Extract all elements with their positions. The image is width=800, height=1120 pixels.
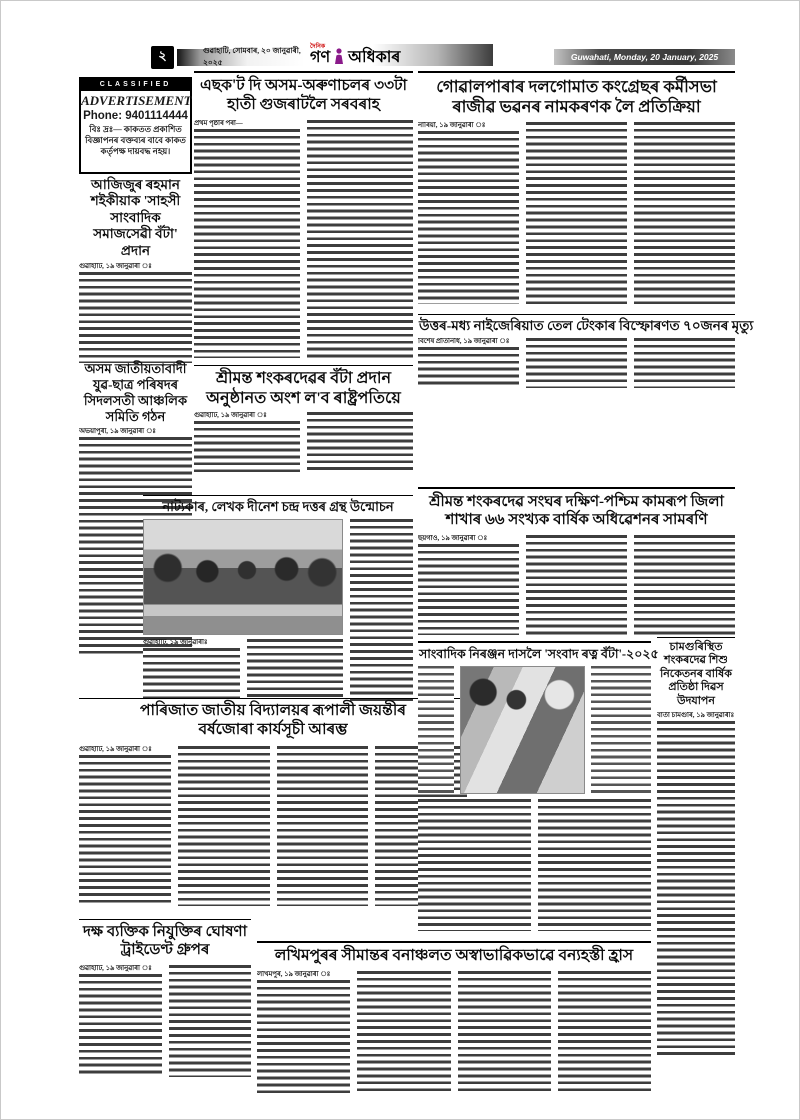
article-booklaunch-bodytext (247, 639, 344, 701)
article-president-dateline: গুৱাহাটি, ১৯ জানুৱাৰী ঃ (194, 412, 267, 420)
article-award-bodytext (79, 272, 192, 363)
article-elephants-dateline: প্ৰথম পৃষ্ঠাৰ পৰা— (194, 119, 243, 127)
article-elephants (194, 71, 413, 363)
classified-ad-box (79, 77, 192, 174)
article-booklaunch-bodytext (143, 648, 240, 701)
article-lakhimpur-headline: লখিমপুৰৰ সীমান্তৰ বনাঞ্চলত অস্বাভাৱিকভাৱে বন্যহস্তী হ্ৰাস (274, 947, 634, 964)
article-president-bodytext (307, 412, 413, 474)
article-nigeria-dateline: বিশেষ প্ৰতিনিধি, ১৯ জানুৱাৰী ঃ (418, 338, 510, 346)
article-session-headline: শ্ৰীমন্ত শংকৰদেৱ সংঘৰ দক্ষিণ-পশ্চিম কামৰূপ জিলা শাখাৰ ৬৬ সংখ্যক বাৰ্ষিক অধিৱেশনৰ সামৰণি (429, 494, 724, 529)
article-congress-dateline: নাৰিয়া, ১৯ জানুৱাৰী ঃ (418, 122, 486, 130)
article-samaguri (657, 637, 735, 1103)
article-congress-bodytext (634, 122, 735, 304)
article-trident-headline: দক্ষ ব্যক্তিক নিযুক্তিৰ ঘোষণা ট্ৰাইডেণ্ট গ্ৰুপৰ (83, 924, 247, 959)
article-nigeria-bodytext (418, 347, 519, 388)
article-niranjan-bodytext (591, 666, 651, 794)
article-niranjan (418, 641, 659, 941)
article-parijat-bodytext (277, 746, 369, 906)
article-booklaunch-dateline: গুৱাহাটি, ১৯ জানুৱাৰীঃ (143, 638, 208, 646)
article-booklaunch-headline: নাট্যকাৰ, লেখক দীনেশ চন্দ্ৰ দত্তৰ গ্ৰন্থ উন্মোচন (162, 499, 394, 514)
article-niranjan-bodytext (418, 799, 531, 931)
article-parijat-dateline: গুৱাহাটি, ১৯ জানুৱাৰী ঃ (79, 745, 152, 753)
person-icon (333, 48, 345, 65)
article-elephants-bodytext (194, 129, 300, 358)
article-session-bodytext (634, 535, 735, 635)
article-lakhimpur (257, 941, 651, 1103)
article-award (79, 177, 192, 359)
masthead-word1: গণ (310, 49, 331, 66)
page-number: ২ (151, 46, 174, 69)
article-niranjan-bodytext (538, 799, 651, 931)
classified-title: CLASSIFIED (81, 79, 190, 91)
article-booklaunch (143, 495, 413, 707)
article-parijat (79, 698, 467, 918)
article-elephants-bodytext (307, 120, 413, 358)
article-lakhimpur-dateline: লখিমপুৰ, ১৯ জানুৱাৰী ঃ (257, 970, 331, 978)
masthead (308, 44, 493, 66)
article-lakhimpur-bodytext (257, 980, 350, 1093)
article-trident (79, 919, 251, 1103)
article-session-bodytext (526, 535, 627, 635)
article-congress-headline: গোৱালপাৰাৰ দলগোমাত কংগ্ৰেছৰ কৰ্মীসভা ৰাজীৱ ভৱনৰ নামকৰণক লৈ প্ৰতিক্ৰিয়া (436, 77, 717, 117)
article-ajyp-dateline: অভয়াপুৰী, ১৯ জানুৱাৰী ঃ (79, 428, 156, 436)
article-ajyp-headline: অসম জাতীয়তাবাদী যুৱ-ছাত্ৰ পৰিষদৰ সিদলসতী আঞ্চলিক সমিতি গঠন (83, 361, 188, 424)
date-bar-left: গুৱাহাটি, সোমবাৰ, ২০ জানুৱাৰী, ২০২৫ (177, 49, 305, 66)
article-president (194, 365, 413, 493)
article-session-dateline: ছয়গাঁও, ১৯ জানুৱাৰী ঃ (418, 534, 488, 542)
date-bar-right: Guwahati, Monday, 20 January, 2025 (554, 49, 735, 65)
article-trident-dateline: গুৱাহাটি, ১৯ জানুৱাৰী ঃ (79, 964, 152, 972)
article-president-bodytext (194, 421, 300, 474)
article-nigeria (418, 314, 754, 396)
photo-book-launch (143, 519, 343, 635)
masthead-prefix: দৈনিক (310, 44, 326, 50)
article-nigeria-headline: উত্তৰ-মধ্য নাইজেৰিয়াত তেল টেংকাৰ বিস্ফোৰণত ৭০জনৰ মৃত্যু (419, 318, 754, 333)
article-trident-bodytext (79, 974, 162, 1077)
article-samaguri-dateline: বাৰ্তা চামগুৰি, ১৯ জানুৱাৰীঃ (657, 712, 735, 720)
article-lakhimpur-bodytext (357, 971, 450, 1093)
masthead-left (310, 44, 330, 65)
article-congress (418, 71, 735, 311)
classified-note: বিঃ দ্ৰঃ— কাকতত প্ৰকাশিত বিজ্ঞাপনৰ বক্তব্যৰ বাবে কাকত কৰ্তৃপক্ষ দায়বদ্ধ নহয়। (85, 124, 186, 156)
article-session (418, 487, 735, 645)
article-award-headline: আজিজুৰ ৰহমান শইকীয়াক 'সাহসী সাংবাদিক সমাজসেৱী বঁটা' প্ৰদান (90, 177, 181, 258)
article-booklaunch-bodytext (350, 519, 413, 701)
classified-subtitle: ADVERTISEMENT (81, 93, 192, 108)
masthead-word2: অধিকাৰ (348, 49, 401, 66)
article-award-dateline: গুৱাহাটি, ১৯ জানুৱাৰী ঃ (79, 263, 152, 271)
article-niranjan-bodytext (418, 666, 454, 794)
article-parijat-bodytext (79, 755, 171, 906)
article-niranjan-headline: সাংবাদিক নিৰঞ্জন দাসলৈ 'সংবাদ ৰত্ন বঁটা'-২০২৫ (419, 647, 659, 661)
article-samaguri-headline: চামগুৰিস্থিত শংকৰদেৱ শিশু নিকেতনৰ বাৰ্ষিক প্ৰতিষ্ঠা দিৱস উদযাপন (660, 641, 732, 707)
article-congress-bodytext (418, 131, 519, 304)
article-lakhimpur-bodytext (458, 971, 551, 1093)
article-trident-bodytext (169, 965, 252, 1077)
article-parijat-bodytext (178, 746, 270, 906)
classified-phone: Phone: 9401114444 (83, 110, 188, 122)
article-elephants-headline: এছক'ট দি অসম-অৰুণাচলৰ ৩৩টা হাতী গুজৰাটলৈ সৰবৰাহ (199, 77, 408, 113)
article-parijat-headline: পাৰিজাত জাতীয় বিদ্যালয়ৰ ৰূপালী জয়ন্তীৰ বৰ্ষজোৰা কাৰ্যসূচী আৰম্ভ (139, 702, 407, 738)
article-president-headline: শ্ৰীমন্ত শংকৰদেৱৰ বঁটা প্ৰদান অনুষ্ঠানত অংশ ল'ব ৰাষ্ট্ৰপতিয়ে (206, 370, 401, 407)
photo-award-presentation (460, 666, 585, 794)
article-nigeria-bodytext (634, 338, 735, 388)
article-lakhimpur-bodytext (558, 971, 651, 1093)
article-nigeria-bodytext (526, 338, 627, 388)
article-session-bodytext (418, 544, 519, 635)
article-congress-bodytext (526, 122, 627, 304)
article-samaguri-bodytext (657, 721, 735, 1056)
